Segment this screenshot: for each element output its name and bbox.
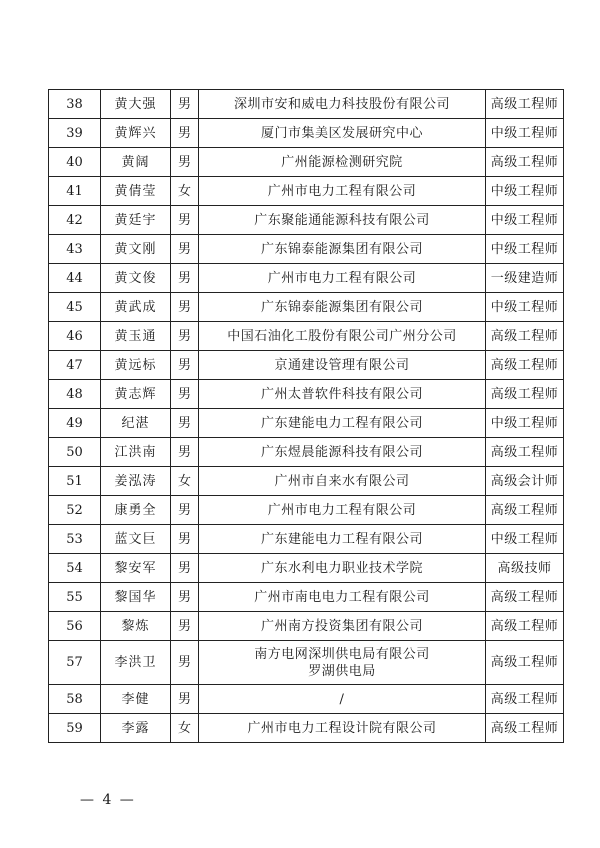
- person-name: 纪湛: [101, 409, 171, 438]
- organization-cell: 广州市电力工程有限公司: [199, 264, 486, 293]
- table-row: [49, 467, 564, 496]
- person-name: 黄大强: [101, 90, 171, 119]
- row-number: 59: [49, 714, 101, 743]
- person-name: 黄辉兴: [101, 119, 171, 148]
- row-number: 46: [49, 322, 101, 351]
- gender-cell: 男: [171, 641, 199, 685]
- row-number: 38: [49, 90, 101, 119]
- row-number: 53: [49, 525, 101, 554]
- row-number: 48: [49, 380, 101, 409]
- person-name: 黄武成: [101, 293, 171, 322]
- person-name: 黎炼: [101, 612, 171, 641]
- person-name: 黄廷宇: [101, 206, 171, 235]
- gender-cell: 男: [171, 264, 199, 293]
- title-cell: 中级工程师: [486, 177, 564, 206]
- row-number: 49: [49, 409, 101, 438]
- title-cell: 高级工程师: [486, 612, 564, 641]
- title-cell: 中级工程师: [486, 293, 564, 322]
- organization-cell: 广东聚能通能源科技有限公司: [199, 206, 486, 235]
- title-cell: 高级工程师: [486, 438, 564, 467]
- row-number: 54: [49, 554, 101, 583]
- organization-cell: 广州能源检测研究院: [199, 148, 486, 177]
- row-number: 47: [49, 351, 101, 380]
- table-row: [49, 409, 564, 438]
- row-number: 42: [49, 206, 101, 235]
- row-number: 58: [49, 685, 101, 714]
- title-cell: 高级工程师: [486, 90, 564, 119]
- organization-cell: 广东锦泰能源集团有限公司: [199, 293, 486, 322]
- title-cell: 中级工程师: [486, 409, 564, 438]
- title-cell: 高级工程师: [486, 641, 564, 685]
- table-row: [49, 612, 564, 641]
- row-number: 39: [49, 119, 101, 148]
- organization-cell: 中国石油化工股份有限公司广州分公司: [199, 322, 486, 351]
- organization-cell: 广州南方投资集团有限公司: [199, 612, 486, 641]
- gender-cell: 女: [171, 467, 199, 496]
- organization-cell: /: [199, 685, 486, 714]
- table-row: [49, 206, 564, 235]
- title-cell: 高级工程师: [486, 685, 564, 714]
- title-cell: 中级工程师: [486, 525, 564, 554]
- title-cell: 高级工程师: [486, 583, 564, 612]
- organization-line: 罗湖供电局: [308, 663, 376, 679]
- organization-cell: 广州市电力工程有限公司: [199, 177, 486, 206]
- row-number: 56: [49, 612, 101, 641]
- title-cell: 高级工程师: [486, 380, 564, 409]
- table-row: [49, 119, 564, 148]
- organization-cell: 广州市电力工程设计院有限公司: [199, 714, 486, 743]
- table-row: [49, 496, 564, 525]
- gender-cell: 男: [171, 612, 199, 641]
- table-row: [49, 351, 564, 380]
- gender-cell: 男: [171, 554, 199, 583]
- title-cell: 高级工程师: [486, 496, 564, 525]
- organization-cell: 深圳市安和威电力科技股份有限公司: [199, 90, 486, 119]
- gender-cell: 男: [171, 583, 199, 612]
- person-name: 黄志辉: [101, 380, 171, 409]
- title-cell: 高级工程师: [486, 322, 564, 351]
- gender-cell: 男: [171, 525, 199, 554]
- table-row: [49, 177, 564, 206]
- table-row: [49, 322, 564, 351]
- organization-cell: 广东水利电力职业技术学院: [199, 554, 486, 583]
- person-name: 李健: [101, 685, 171, 714]
- person-name: 黄文刚: [101, 235, 171, 264]
- gender-cell: 男: [171, 206, 199, 235]
- table-row: [49, 235, 564, 264]
- row-number: 52: [49, 496, 101, 525]
- person-name: 蓝文巨: [101, 525, 171, 554]
- gender-cell: 男: [171, 235, 199, 264]
- row-number: 57: [49, 641, 101, 685]
- title-cell: 高级工程师: [486, 351, 564, 380]
- person-name: 黄玉通: [101, 322, 171, 351]
- organization-cell: 广州市南电电力工程有限公司: [199, 583, 486, 612]
- row-number: 50: [49, 438, 101, 467]
- row-number: 45: [49, 293, 101, 322]
- gender-cell: 男: [171, 119, 199, 148]
- title-cell: 高级工程师: [486, 148, 564, 177]
- table-row: [49, 525, 564, 554]
- table-row: [49, 264, 564, 293]
- person-name: 黄远标: [101, 351, 171, 380]
- organization-line: 南方电网深圳供电局有限公司: [254, 646, 430, 662]
- person-name: 黎国华: [101, 583, 171, 612]
- gender-cell: 男: [171, 90, 199, 119]
- table-row: [49, 554, 564, 583]
- table-row: [49, 438, 564, 467]
- person-name: 李露: [101, 714, 171, 743]
- gender-cell: 男: [171, 409, 199, 438]
- title-cell: 高级工程师: [486, 714, 564, 743]
- gender-cell: 男: [171, 496, 199, 525]
- title-cell: 高级会计师: [486, 467, 564, 496]
- title-cell: 中级工程师: [486, 119, 564, 148]
- row-number: 55: [49, 583, 101, 612]
- table-row: [49, 685, 564, 714]
- person-name: 黄文俊: [101, 264, 171, 293]
- gender-cell: 男: [171, 293, 199, 322]
- table-row: [49, 90, 564, 119]
- personnel-table: [48, 89, 564, 743]
- organization-cell: 广东煜晨能源科技有限公司: [199, 438, 486, 467]
- row-number: 44: [49, 264, 101, 293]
- gender-cell: 男: [171, 438, 199, 467]
- row-number: 40: [49, 148, 101, 177]
- row-number: 51: [49, 467, 101, 496]
- title-cell: 中级工程师: [486, 206, 564, 235]
- title-cell: 中级工程师: [486, 235, 564, 264]
- person-name: 李洪卫: [101, 641, 171, 685]
- gender-cell: 女: [171, 714, 199, 743]
- organization-cell: 广东锦泰能源集团有限公司: [199, 235, 486, 264]
- gender-cell: 男: [171, 685, 199, 714]
- gender-cell: 男: [171, 351, 199, 380]
- table-row: [49, 380, 564, 409]
- row-number: 41: [49, 177, 101, 206]
- organization-cell: 广州太普软件科技有限公司: [199, 380, 486, 409]
- person-name: 黎安军: [101, 554, 171, 583]
- table-row: [49, 641, 564, 685]
- person-name: 黄倩莹: [101, 177, 171, 206]
- table-row: [49, 293, 564, 322]
- gender-cell: 男: [171, 322, 199, 351]
- person-name: 姜泓涛: [101, 467, 171, 496]
- gender-cell: 男: [171, 380, 199, 409]
- organization-cell: 京通建设管理有限公司: [199, 351, 486, 380]
- title-cell: 一级建造师: [486, 264, 564, 293]
- table-row: [49, 714, 564, 743]
- gender-cell: 女: [171, 177, 199, 206]
- organization-cell: [199, 641, 486, 685]
- organization-cell: 厦门市集美区发展研究中心: [199, 119, 486, 148]
- person-name: 康勇全: [101, 496, 171, 525]
- gender-cell: 男: [171, 148, 199, 177]
- row-number: 43: [49, 235, 101, 264]
- organization-cell: 广州市电力工程有限公司: [199, 496, 486, 525]
- table-row: [49, 148, 564, 177]
- page-number: — 4 —: [80, 792, 136, 808]
- organization-cell: 广东建能电力工程有限公司: [199, 525, 486, 554]
- title-cell: 高级技师: [486, 554, 564, 583]
- person-name: 黄阔: [101, 148, 171, 177]
- person-name: 江洪南: [101, 438, 171, 467]
- organization-cell: 广东建能电力工程有限公司: [199, 409, 486, 438]
- organization-cell: 广州市自来水有限公司: [199, 467, 486, 496]
- table-row: [49, 583, 564, 612]
